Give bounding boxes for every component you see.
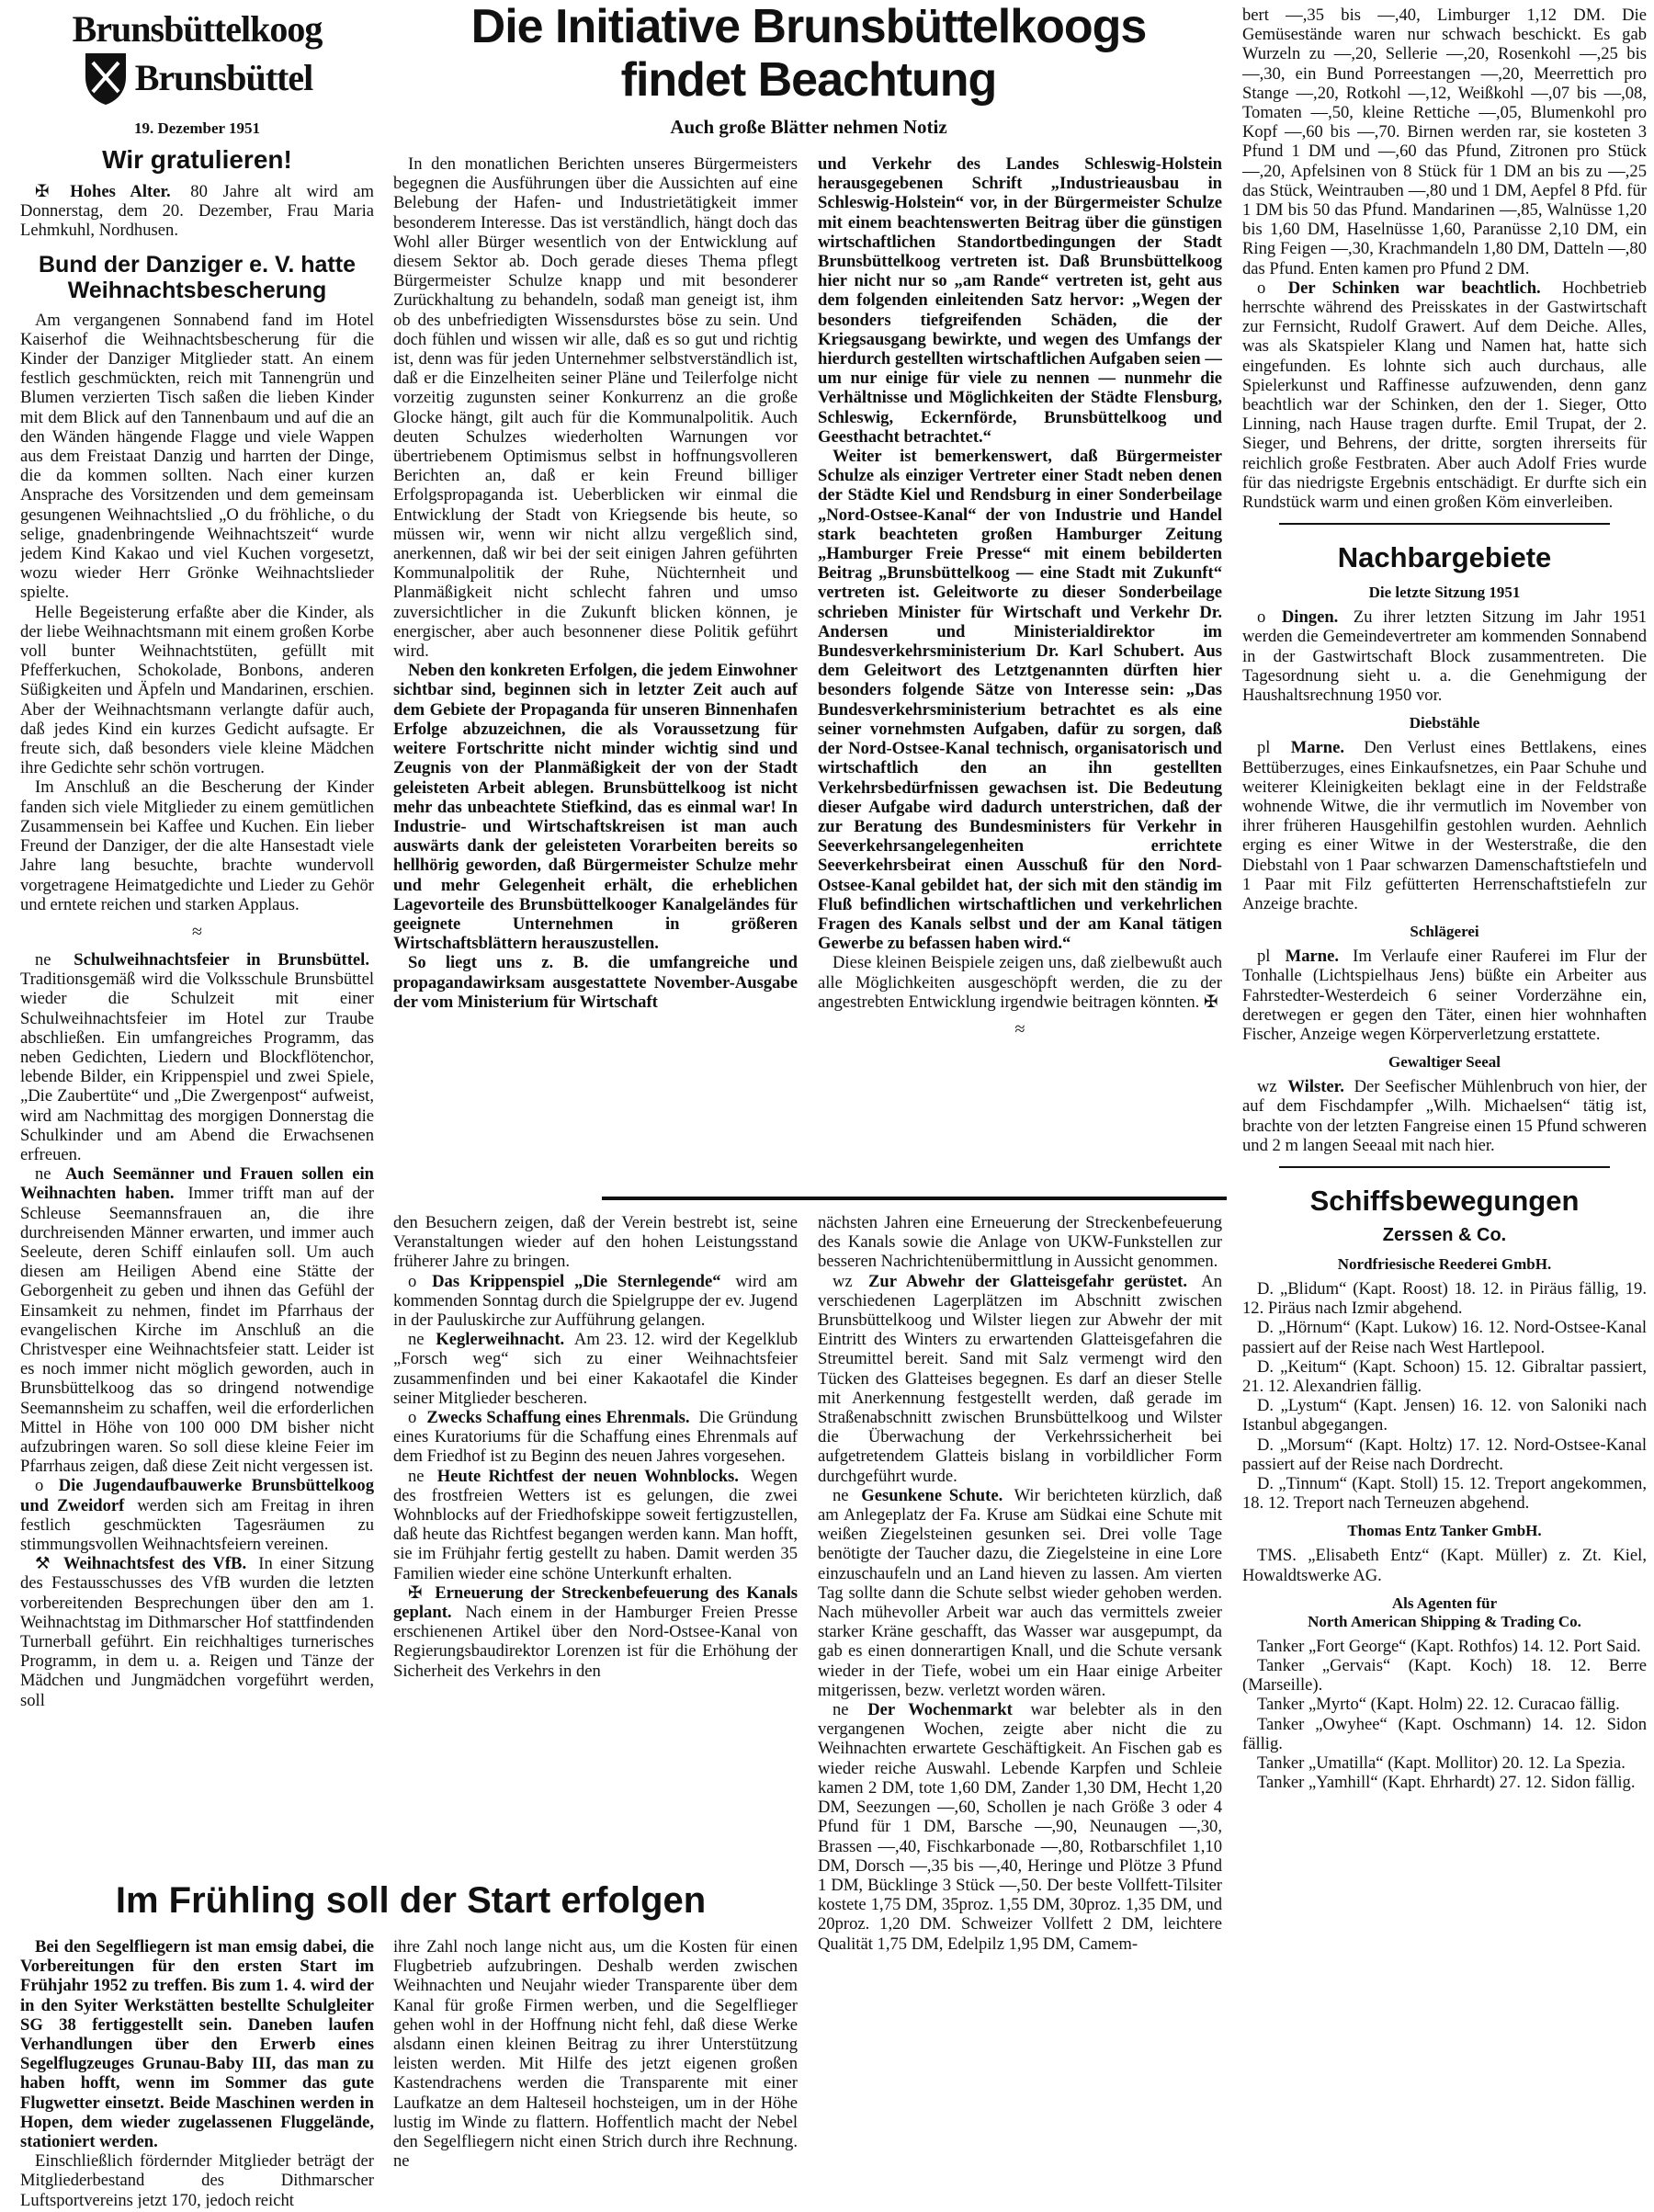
company-reederei: Nordfriesische Reederei GmbH. [1337, 1254, 1552, 1273]
paragraph-text: Im Verlaufe einer Rauferei im Flur der Tonhalle (Lichtspielhaus Jens) büßte ein Arbeiter aus Fahrstedter-Westerdeich 6 seiner Vorderzähne ein, deretwegen er gegen den Täter, einen hier wohnhaften Fischer, Anzeige wegen Körperverletzung erstattete. [1242, 947, 1647, 1044]
paragraph-text: Wegen des frostfreien Wetters ist es gelungen, die zwei Wohnblocks auf der Friedhofskippe soweit fertigzustellen, daß heute das Richtfest begangen werden kann. Man hofft, sie im Frühjahr fertig gestellt zu haben. Damit werden 35 Familien wieder eine schöne Unterkunft erhalten. [393, 1466, 798, 1583]
paragraph-lead: Erneuerung der Streckenbefeuerung des Kanals geplant. [393, 1582, 798, 1623]
divider [1279, 1166, 1610, 1168]
paragraph-text: Neben den konkreten Erfolgen, die jedem Einwohner sichtbar sind, beginnen sich in letzter Zeit auch auf dem Gebiete der Propaganda für unseren Binnenhafen Erfolge abzuzeichnen, die als Voraussetzung für weitere Fortschritte nicht minder wichtig sind und Zeugnis von der Planmäßigkeit der von der Stadt geleisteten Arbeit ablegen. Brunsbüttelkoog ist nicht mehr das unbeachtete Stiefkind, das es einmal war! In Industrie- und Wirtschaftskreisen ist man auch auswärts dank der geleisteten Vorarbeiten bereits so hellhörig geworden, daß Bürgermeister Schulze mehr und mehr Gelegenheit erhält, die erheblichen Lagevorteile des Brunsbüttelkooger Kanalgeländes für geeignete Unternehmen in größeren Wirtschaftsblättern herauszustellen. [393, 661, 798, 954]
article-body [818, 154, 1222, 1012]
ship-entry [1242, 1715, 1647, 1753]
masthead-line2: Brunsbüttel [134, 57, 313, 98]
article-body [1242, 1637, 1647, 1793]
paragraph-text: Tanker „Owyhee“ (Kapt. Oschmann) 14. 12. Sidon fällig. [1242, 1714, 1647, 1753]
paragraph [1242, 738, 1647, 913]
paragraph-text: In einer Sitzung des Festausschusses des VfB wurden die letzten vorbereitenden Besprechungen über den am 1. Weihnachtstag im Dithmarscher Hof stattfindenden Turnerball geführt. Ein reichhaltiges turnerisches Programm, in dem u. a. Reigen und Tänze der Mädchen und Jungmädchen vorgeführt werden, soll [20, 1554, 374, 1710]
paragraph-text: Wir berichteten kürzlich, daß am Anlegeplatz der Fa. Kruse am Südkai eine Schute mit weißen Ziegelsteinen gesunken sei. Drei volle Tage benötigte der Taucher dazu, die Ziegelsteine in eine Lore einzuschaufeln und an Land hieven zu lassen. Am vierten Tag sollte dann die Schute selbst wieder gehoben werden. Nach mühevoller Arbeit war auch das vermittels zweier starker Kräne geschafft, das Wasser war ausgepumpt, da gab es einen donnerartigen Knall, und die Schute versank wieder in der Tiefe, wobei um ein Haar einige Arbeiter mitgerissen, bezw. verletzt worden wären. [818, 1485, 1222, 1700]
paragraph-lead: Marne. [1285, 947, 1339, 967]
paragraph-text: den Besuchern zeigen, daß der Verein bestrebt ist, seine Veranstaltungen wieder auf den hohen Leistungsstand früherer Jahre zu bringen. [393, 1213, 798, 1272]
paragraph-text: Der Seefischer Mühlenbruch von hier, der auf dem Fischdampfer „Wilh. Michaelsen“ tätig ist, brachte von der letzten Fangreise einen 15 Pfund schweren und 2 m langen Seeaal mit nach hier. [1242, 1077, 1647, 1155]
dateline-tag: ⚒ [35, 1554, 51, 1574]
paragraph-text: Am vergangenen Sonnabend fand im Hotel Kaiserhof die Weihnachtsbescherung für die Kinder der Danziger Mitglieder statt. An einem festlich geschmückten, reich mit Tannengrün und Blumen verzierten Tisch saßen die lieben Kinder mit dem Blick auf den Tannenbaum und auf die an den Wänden hängende Flagge und viele Wappen aus dem Freistaat Danzig und harrten der Dinge, die da kommen sollten. Nach einer kurzen Ansprache des Vorsitzenden und dem gemeinsam gesungenen Weihnachtslied „O du fröhliche, o du selige, gnadenbringende Weihnachtszeit“ wurde jedem Kind Kakao und viel Kuchen vorgesetzt, wozu wieder Herr Grönke Weihnachtslieder spielte. [20, 310, 374, 603]
dateline-tag: o [35, 1476, 44, 1496]
article-body [1242, 6, 1647, 512]
paragraph-lead: Auch Seemänner und Frauen sollen ein Weihnachten haben. [20, 1164, 374, 1204]
dateline-tag: ne [833, 1700, 849, 1720]
paragraph-text: wird am kommenden Sonntag durch die Spielgruppe der ev. Jugend in der Pauluskirche zur Aufführung gelangen. [393, 1271, 798, 1331]
paragraph-text: D. „Morsum“ (Kapt. Holtz) 17. 12. Nord-Ostsee-Kanal passiert auf der Reise nach Dordrecht. [1242, 1435, 1647, 1474]
paragraph-text: So liegt uns z. B. die umfangreiche und propagandawirksam ausgestattete November-Ausgabe der vom Ministerium für Wirtschaft [393, 953, 798, 1012]
paragraph-lead: Wilster. [1287, 1077, 1344, 1097]
fruehling-title: Im Frühling soll der Start erfolgen [115, 1880, 707, 1921]
paragraph-lead: Weihnachtsfest des VfB. [62, 1554, 247, 1574]
paragraph-lead: Gesunkene Schute. [861, 1485, 1003, 1505]
heading-seeal: Gewaltiger Seeal [1388, 1053, 1501, 1072]
paragraph-text: war belebter als in den vergangenen Wochen, zeigte aber nicht die zu Weihnachten erwartete Geschäftigkeit. An Fischen gab es wieder reiche Auswahl. Lebende Karpfen und Schleie kamen 2 DM, tote 1,60 DM, Zander 1,30 DM, Hecht 1,20 DM, Seezungen —,60, Schollen je nach Größe 3 oder 4 Pfund für 1 DM, Barsche —,90, Neunaugen —,30, Brassen —,40, Fischkarbonade —,80, Rotbarschfilet 1,10 DM, Dorsch —,35 bis —,40, Heringe und Plötze 3 Pfund 1 DM, Bücklinge 3 Stück —,50. Der beste Vollfett-Tilsiter kostete 1,75 DM, 35proz. 1,55 DM, 30proz. 1,35 DM, und 20proz. 1,20 DM. Schweizer Vollfett 2 DM, leichtere Qualität 1,75 DM, Edelpilz 1,95 DM, Camem- [818, 1700, 1222, 1954]
paragraph-text: Im Anschluß an die Bescherung der Kinder fanden sich viele Mitglieder zu einem gemütlichen Zusammensein bei Kaffee und Kuchen. Ein lieber Freund der Danziger, der die alte Hansestadt viele Jahre lang besuchte, brachte wundervoll vorgetragene Heimatgedichte und Lieder zu Gehör und erntete reichen und starken Applaus. [20, 777, 374, 914]
paragraph-text: 80 Jahre alt wird am Donnerstag, dem 20. Dezember, Frau Maria Lehmkuhl, Nordhusen. [20, 182, 374, 241]
heading-sitzung: Die letzte Sitzung 1951 [1368, 584, 1521, 602]
dateline-tag: wz [1257, 1077, 1277, 1097]
article-body [1242, 947, 1647, 1044]
paragraph [20, 1554, 374, 1710]
main-article-col2 [393, 154, 798, 1184]
ship-entry [1242, 1279, 1647, 1318]
ship-entry [1242, 1435, 1647, 1474]
paragraph-text: Tanker „Gervais“ (Kapt. Koch) 18. 12. Berre (Marseille). [1242, 1656, 1647, 1696]
dateline-tag: wz [833, 1271, 853, 1291]
paragraph-text: Traditionsgemäß wird die Volksschule Brunsbüttel wieder die Schulzeit mit einer Schulweihnachtsfeier im Hotel zur Traube abschließen. Ein umfangreiches Programm, das neben Gedichten, Liedern und Blockflötenchor, lebende Bilder, ein Krippenspiel und zwei Spiele, „Die Zaubertüte“ und „Die Zwergenpost“ aufweist, wird am Nachmittag des morgigen Donnerstag die Schulkinder und am Abend die Erwachsenen erfreuen. [20, 970, 374, 1164]
paragraph-text: Tanker „Myrto“ (Kapt. Holm) 22. 12. Curacao fällig. [1257, 1695, 1620, 1715]
main-title-line2: findet Beachtung [620, 53, 997, 107]
paragraph [393, 1213, 798, 1272]
dateline-tag: o [408, 1271, 417, 1291]
paragraph-lead: Heute Richtfest der neuen Wohnblocks. [436, 1466, 739, 1486]
paragraph [818, 1213, 1222, 1272]
paragraph-lead: Zwecks Schaffung eines Ehrenmals. [426, 1408, 690, 1428]
paragraph-lead: Das Krippenspiel „Die Sternlegende“ [432, 1271, 721, 1291]
paragraph [20, 2151, 374, 2208]
paragraph-text: Am 23. 12. wird der Kegelklub „Forsch weg“ sich zu einer Weihnachtsfeier zusammenfinden und bei einer Kakaotafel die Kinder seiner Mitglieder bescheren. [393, 1330, 798, 1408]
heading-schiffsbewegungen: Schiffsbewegungen [1309, 1184, 1580, 1217]
paragraph-lead: Dingen. [1281, 607, 1339, 628]
dateline-tag: ne [35, 949, 51, 970]
paragraph-text: Diese kleinen Beispiele zeigen uns, daß zielbewußt auch alle Möglichkeiten ausgeschöpft werden, die zu der angestrebten Entwicklung irgendwie beitragen könnten. ✠ [818, 953, 1222, 1012]
paragraph [818, 1272, 1222, 1486]
article-body [393, 154, 798, 1012]
ship-entry [1242, 1656, 1647, 1695]
paragraph-text: ihre Zahl noch lange nicht aus, um die Kosten für einen Flugbetrieb aufzubringen. Deshalb werden zwischen Weihnachten und Neujahr wieder Transparente über dem Kanal für große Firmen werben, und die Segelflieger gehen wohl in der Hoffnung nicht fehl, daß diese Werke alsdann einen kleinen Beitrag zu ihrer Unterstützung leisten werden. Mit Hilfe des jetzt eigenen großen Kastendrachens werden die Transparente mit einer Laufkatze an dem Halteseil hochsteigen, um in der Höhe lustig im Winde zu flattern. Hoffentlich macht der Nebel den Segelfliegern nicht einen Strich durch ihre Rechnung. ne [393, 1937, 798, 2172]
paragraph-text: D. „Tinnum“ (Kapt. Stoll) 15. 12. Treport angekommen, 18. 12. Treport nach Terneuzen abgehend. [1242, 1473, 1647, 1514]
paragraph-text: Helle Begeisterung erfaßte aber die Kinder, als der liebe Weihnachtsmann mit einem großen Korbe voll bunter Weihnachtstüten, gefüllt mit Pfefferkuchen, Schokolade, Bonbons, anderen Süßigkeiten und Äpfeln und Mandarinen, erschien. Aber der Weihnachtsmann verlangte dafür auch, daß jedes Kind ein kurzes Gedicht aufsagte. Er freute sich, daß besonders viele kleine Mädchen ihre Gedichte sehr schön vortrugen. [20, 602, 374, 778]
ship-entry [1242, 1695, 1647, 1714]
fruehling-col2 [393, 1937, 798, 2208]
dateline-tag: ✠ [408, 1582, 423, 1603]
ship-entry [1242, 1773, 1647, 1792]
ship-entry [1242, 1546, 1647, 1584]
column-1 [20, 9, 374, 1866]
paragraph [20, 1476, 374, 1554]
paragraph-text: TMS. „Elisabeth Entz“ (Kapt. Müller) z. Zt. Kiel, Howaldtswerke AG. [1242, 1546, 1647, 1585]
paragraph [20, 182, 374, 241]
paragraph [1242, 947, 1647, 1044]
paragraph-lead: Schulweihnachtsfeier in Brunsbüttel. [74, 949, 369, 970]
dateline-tag: ne [408, 1466, 425, 1486]
paragraph-text: und Verkehr des Landes Schleswig-Holstein herausgegebenen Schrift „Industrieausbau in Schleswig-Holstein“ vor, in der Bürgermeister Schulze mit einem beachtenswerten Beitrag über die günstigen wirtschaftlichen Standortbedingungen der Stadt Brunsbüttelkoog vertreten ist. Daß Brunsbüttelkoog hier nicht nur so „am Rande“ vertreten ist, geht aus dem folgenden einleitenden Satz hervor: „Wegen der besonders tiefgreifenden Schäden, die der Kriegsausgang bewirkte, und wegen des Umfangs der hierdurch gestellten wirtschaftlichen Aufgaben seien — um nur einige für viele zu nennen — nunmehr die Verhältnisse und Möglichkeiten der Städte Flensburg, Schleswig, Eckernförde, Brunsbüttelkoog und Geesthacht betrachtet.“ [818, 154, 1222, 447]
paragraph-lead: Marne. [1290, 738, 1345, 758]
issue-date: 19. Dezember 1951 [133, 119, 261, 137]
paragraph-text: werden sich am Freitag in ihren festlich geschmückten Tagesräumen zu stimmungsvollen Weihnachtsfeiern vereinen. [20, 1495, 374, 1554]
paragraph-text: Immer trifft man auf der Schleuse Seemannsfrauen an, die ihre durchreisenden Männer erwarten, und immer auch Seeleute, deren Schiff einlaufen soll. Um auch diesen am Heiligen Abend eine Stätte der Geborgenheit zu geben und ihnen das Gefühl der Einsamkeit zu nehmen, findet im Pfarrhaus der evangelischen Kirche im Anschluß an die Christvesper eine Weihnachtsfeier statt. Leider ist es noch immer nicht möglich geworden, auch in Brunsbüttelkoog das so dringend notwendige Seemannsheim zu schaffen, weil die erforderlichen Mittel in Höhe von 100 000 DM bisher nicht aufzubringen waren. So soll diese kleine Feier im Pfarrhaus zeigen, daß diese Zeit nicht vergessen ist. [20, 1184, 374, 1477]
paragraph [818, 1700, 1222, 1954]
paragraph [393, 1408, 798, 1467]
paragraph [818, 953, 1222, 1012]
paragraph-lead: Der Schinken war beachtlich. [1287, 278, 1541, 298]
paragraph [393, 154, 798, 661]
paragraph [20, 1164, 374, 1476]
paragraph-text: In den monatlichen Berichten unseres Bürgermeisters begegnen die Ausführungen über die Aussichten auf eine Belebung der Hafen- und Industrietätigkeit immer besonderem Interesse. Das ist verständlich, hängt doch das Wohl aller Bürger wesentlich von der Entwicklung auf diesem Sektor ab. Doch gerade dieses Thema pflegt Bürgermeister Schulze knapp und mit besonderer Zurückhaltung zu behandeln, sodaß man geneigt ist, ihm ob des unbefriedigten Wissensdurstes böse zu sein. Und doch fühlen und wissen wir alle, daß es so gut und richtig ist, denn was für jeden Unternehmer selbstverständlich ist, daß er die Einzelheiten seiner Pläne und Teilerfolge nicht vorzeitig zugunsten seiner Konkurrenz an die große Glocke hängt, gilt auch für die Kommunalpolitik. Auch deuten Schulzes wiederholten Warnungen vor übertriebenem Optimismus selbst in hoffnungsvolleren Berichten an, daß er kein Freund billiger Erfolgspropaganda ist. Ueberblicken wir einmal die Entwicklung der Stadt von Kriegsende bis heute, so müssen wir, wenn wir nicht allzu vergeßlich sind, anerkennen, daß wir bei der seit einigen Jahren geführten Kommunalpolitik der Ruhe, Nüchternheit und Planmäßigkeit nicht schlecht fahren und umso zuversichtlicher in die Zukunft blicken können, je energischer, aber auch besonnener diese Politik geführt wird. [393, 154, 798, 662]
dateline-tag: ne [408, 1330, 425, 1350]
paragraph-text: Nach einem in der Hamburger Freien Presse erschienenen Artikel über den Nord-Ostsee-Kanal von Regierungsbaudirektor Lorenzen ist für die Erhöhung der Sicherheit des Verkehrs in den [393, 1603, 798, 1681]
danziger-article [20, 311, 374, 914]
paragraph-lead: Zur Abwehr der Glatteisgefahr gerüstet. [868, 1271, 1187, 1291]
dateline-tag: ✠ [35, 182, 50, 201]
coat-of-arms-icon [82, 50, 130, 107]
local-notes [20, 950, 374, 1710]
paragraph [393, 1330, 798, 1408]
company-north-american: North American Shipping & Trading Co. [1308, 1612, 1581, 1630]
article-body [1242, 1546, 1647, 1584]
paragraph-text: An verschiedenen Lagerplätzen im Abschnitt zwischen Brunsbüttelkoog und Wilster liegen zur Abwehr der mit Eintritt des Winters zu erwartenden Glatteisgefahren die Streumittel bereit. Sand mit Salz vermengt wird den Tücken des Glatteises begegnen. Es darf an dieser Stelle mit Anerkennung festgestellt werden, daß gerade im Straßenabschnitt zwischen Brunsbüttelkoog und Wilster die Überwachung der Verkehrssicherheit bei aufgetretendem Glatteis bislang in vorbildlicher Form durchgeführt wurde. [818, 1271, 1222, 1486]
article-body [1242, 607, 1647, 705]
paragraph-lead: Die Jugendaufbauwerke Brunsbüttelkoog und Zweidorf [20, 1476, 374, 1515]
dateline-tag: ne [35, 1164, 51, 1185]
ship-entry [1242, 1357, 1647, 1396]
article-body [20, 1937, 374, 2208]
paragraph [1242, 278, 1647, 512]
paragraph [393, 661, 798, 953]
paragraph-text: D. „Lystum“ (Kapt. Jensen) 16. 12. von Saloniki nach Istanbul abgegangen. [1242, 1396, 1647, 1435]
paragraph [1242, 607, 1647, 705]
main-title-line1: Die Initiative Brunsbüttelkoogs [470, 0, 1147, 53]
dateline-tag: o [1257, 278, 1266, 298]
ship-entry [1242, 1753, 1647, 1773]
article-end-mark: ≈ [1014, 1018, 1025, 1039]
paragraph [393, 1583, 798, 1681]
article-body [818, 1213, 1222, 1954]
column-2-lower [393, 1213, 798, 1870]
dateline-tag: o [408, 1408, 417, 1428]
ship-entry [1242, 1474, 1647, 1513]
article-body [393, 1213, 798, 1681]
heading-gratulieren: Wir gratulieren! [102, 145, 292, 174]
paragraph-text: Weiter ist bemerkenswert, daß Bürgermeister Schulze als einziger Vertreter einer Stadt neben denen der Städte Kiel und Rendsburg in einer Sonderbeilage „Nord-Ostsee-Kanal“ der von Industrie und Handel stark beachteten großen Hamburger Zeitung „Hamburger Freie Presse“ mit einem bebilderten Beitrag „Brunsbüttelkoog — eine Stadt mit Zukunft“ vertreten ist. Geleitworte zu dieser Sonderbeilage schrieben Minister für Wirtschaft und Verkehr Dr. Andersen und Ministerialdirektor im Bundesverkehrsministerium Dr. Karl Schubert. Aus dem Geleitwort des Letztgenannten dürften hier besonders folgende Sätze von Interesse sein: „Das Bundesverkehrsministerium betrachtet es als eine seiner vornehmsten Aufgaben, dafür zu sorgen, daß der Nord-Ostsee-Kanal technisch, organisatorisch und wirtschaftlich den an ihn gestellten Verkehrsbedürfnissen gewachsen ist. Die Bedeutung dieser Aufgabe wird dadurch unterstrichen, daß der zur Beratung des Bundesministers für Verkehr in Seeverkehrsangelegenheiten errichtete Seeverkehrsbeirat einen Ausschuß für den Nord-Ostsee-Kanal gebildet hat, der sich mit den ständig im Fluß befindlichen wirtschaftlichen und verkehrlichen Fragen des Kanals selbst und der am Kanal tätigen Gewerbe zu befassen haben wird.“ [818, 447, 1222, 954]
column-4 [1242, 6, 1647, 2211]
heading-diebstaehle: Diebstähle [1409, 714, 1480, 732]
paragraph [20, 777, 374, 913]
column-3-lower [818, 1213, 1222, 2210]
company-entz: Thomas Entz Tanker GmbH. [1347, 1522, 1542, 1540]
paragraph [20, 311, 374, 603]
paragraph [393, 1467, 798, 1583]
horizontal-rule [602, 1197, 1227, 1200]
paragraph [20, 1937, 374, 2151]
paragraph [20, 603, 374, 778]
paragraph-text: Die Gründung eines Kuratoriums für die Schaffung eines Ehrenmals auf dem Friedhof ist zu Beginn des neuen Jahres vorgesehen. [393, 1408, 798, 1467]
dateline-tag: pl [1257, 947, 1271, 967]
paragraph [1242, 1077, 1647, 1155]
main-article-col3 [818, 154, 1222, 1184]
ship-entry [1242, 1396, 1647, 1435]
paragraph-text: D. „Keitum“ (Kapt. Schoon) 15. 12. Gibraltar passiert, 21. 12. Alexandrien fällig. [1242, 1356, 1647, 1396]
dateline-tag: o [1257, 607, 1266, 628]
ship-entry [1242, 1318, 1647, 1356]
paragraph-text: Tanker „Fort George“ (Kapt. Rothfos) 14. 12. Port Said. [1257, 1636, 1641, 1656]
dateline-tag: pl [1257, 738, 1271, 758]
ship-entry [1242, 1637, 1647, 1656]
article-body [393, 1937, 798, 2171]
heading-nachbargebiete: Nachbargebiete [1337, 541, 1552, 574]
paragraph-text: Zu ihrer letzten Sitzung im Jahr 1951 werden die Gemeindevertreter am kommenden Sonnabend in der Gastwirtschaft Block zusammentreten. Die Tagesordnung sieht u. a. die Genehmigung der Haushaltsrechnung 1950 vor. [1242, 607, 1647, 706]
paragraph-lead: Keglerweihnacht. [436, 1330, 565, 1350]
paragraph-text: Hochbetrieb herrschte während des Preisskates in der Gastwirtschaft zur Fernsicht, Rudolf Grawert. Auf dem Deiche. Alles, was als Skatspieler Klang und Namen hat, hatte sich eingefunden. Es lohnte sich auch durchaus, alle Spielerkunst und Raffinesse aufzuwenden, denn ganz beachtlich war der Schinken, den der 1. Sieger, Otto Linning, nach Hause tragen durfte. Emil Trupat, der 2. Sieger, und Behrens, der dritte, sorgten ihrerseits für reichlich große Festbraten. Aber auch Adolf Fries wurde für das niedrigste Ergebnis entschädigt. Er durfte sich ein Rundstück warm und einen großen Köm einverleiben. [1242, 278, 1647, 513]
article-body [1242, 738, 1647, 913]
paragraph-lead: Hohes Alter. [70, 182, 171, 201]
agents-label: Als Agenten für [1391, 1594, 1498, 1612]
paragraph [818, 154, 1222, 447]
article-body [1242, 1279, 1647, 1513]
paragraph-text: D. „Blidum“ (Kapt. Roost) 18. 12. in Piräus fällig, 19. 12. Piräus nach Izmir abgehend. [1242, 1278, 1647, 1319]
section-divider: ≈ [192, 921, 202, 942]
paragraph-text: Tanker „Umatilla“ (Kapt. Mollitor) 20. 12. La Spezia. [1257, 1753, 1626, 1774]
paragraph [20, 950, 374, 1164]
paragraph [818, 447, 1222, 953]
gratulieren-article [20, 182, 374, 241]
masthead [20, 9, 374, 107]
paragraph-text: Bei den Segelfliegern ist man emsig dabei, die Vorbereitungen für den ersten Start im Frühjahr 1952 zu treffen. Bis zum 1. 4. wird der in den Syiter Werkstätten bestellte Schulgleiter SG 38 fertiggestellt sein. Daneben laufen Verhandlungen über den Erwerb eines Segelflugzeuges Grunau-Baby III, das man zu haben hofft, wenn im Sommer das gute Flugwetter einsetzt. Beide Maschinen werden in Hopen, dem wieder zugelassenen Fluggelände, stationiert werden. [20, 1937, 374, 2152]
divider [1279, 523, 1610, 525]
paragraph [1242, 6, 1647, 278]
paragraph [818, 1486, 1222, 1700]
article-body [1242, 1077, 1647, 1155]
main-subtitle: Auch große Blätter nehmen Notiz [670, 116, 947, 138]
company-zerssen: Zerssen & Co. [1382, 1224, 1507, 1245]
heading-danziger: Bund der Danziger e. V. hatte Weihnachtsbescherung [39, 251, 356, 303]
paragraph [393, 1272, 798, 1331]
paragraph-text: bert —,35 bis —,40, Limburger 1,12 DM. Die Gemüsestände waren nur schwach beschickt. Es gab Wurzeln zu —,20, Sellerie —,20, Rosenkohl —,25 bis —,30, ein Bund Porreestangen —,20, Meerrettich pro Stange —,20, Rotkohl —,12, Weißkohl —,07 bis —,08, Tomaten —,50, kleine Rettiche —,05, Blumenkohl pro Kopf —,60 bis —,70. Birnen werden rar, sie kosteten 3 Pfund 1 DM und —,60 das Pfund, Zitronen pro Stück —,20, Apfelsinen von 8 Stück für 1 DM an bis zu —,25 das Stück, Weintrauben —,80 und 1 DM, Aepfel 8 Pfd. für 1 DM bis 50 das Pfund. Mandarinen —,85, Walnüsse 1,20 bis 1,60 DM, Haselnüsse 1,60, Paranüsse 2,10 DM, ein Ring Feigen —,30, Krachmandeln 1,80 DM, Datteln —,80 das Pfund. Enten kamen pro Pfund 2 DM. [1242, 6, 1647, 278]
paragraph [393, 1937, 798, 2171]
paragraph-text: nächsten Jahren eine Erneuerung der Streckenbefeuerung des Kanals sowie die Anlage von UKW-Funkstellen zur besseren Nachrichtenübermittlung in Aussicht genommen. [818, 1213, 1222, 1272]
main-headline [386, 0, 1231, 152]
dateline-tag: ne [833, 1485, 849, 1505]
fruehling-col1 [20, 1937, 374, 2208]
paragraph-text: D. „Hörnum“ (Kapt. Lukow) 16. 12. Nord-Ostsee-Kanal passiert auf der Reise nach West Hartlepool. [1242, 1318, 1647, 1357]
paragraph [393, 953, 798, 1012]
heading-schlaegerei: Schlägerei [1410, 923, 1479, 941]
paragraph-lead: Der Wochenmarkt [867, 1700, 1013, 1720]
paragraph-text: Tanker „Yamhill“ (Kapt. Ehrhardt) 27. 12. Sidon fällig. [1257, 1773, 1636, 1793]
fruehling-headline [20, 1875, 801, 1930]
masthead-line1: Brunsbüttelkoog [72, 9, 323, 50]
paragraph-text: Den Verlust eines Bettlakens, eines Bettüberzuges, eines Einkaufsnetzes, ein Paar Schuhe und weiterer Kleinigkeiten beklagt eine in der Feldstraße wohnende Witwe, die ihr vermutlich im November von ihrer früheren Hausgehilfin gestohlen wurden. Aehnlich erging es einer Witwe in der Westerstraße, die den Diebstahl von 1 Paar schwarzen Damenschaftstiefeln und 1 Paar mit Filz gefütterten Herrenschaftstiefeln zur Anzeige brachte. [1242, 738, 1647, 913]
paragraph-text: Einschließlich fördernder Mitglieder beträgt der Mitgliederbestand des Dithmarscher Luftsportvereins jetzt 170, jedoch reicht [20, 2151, 374, 2208]
